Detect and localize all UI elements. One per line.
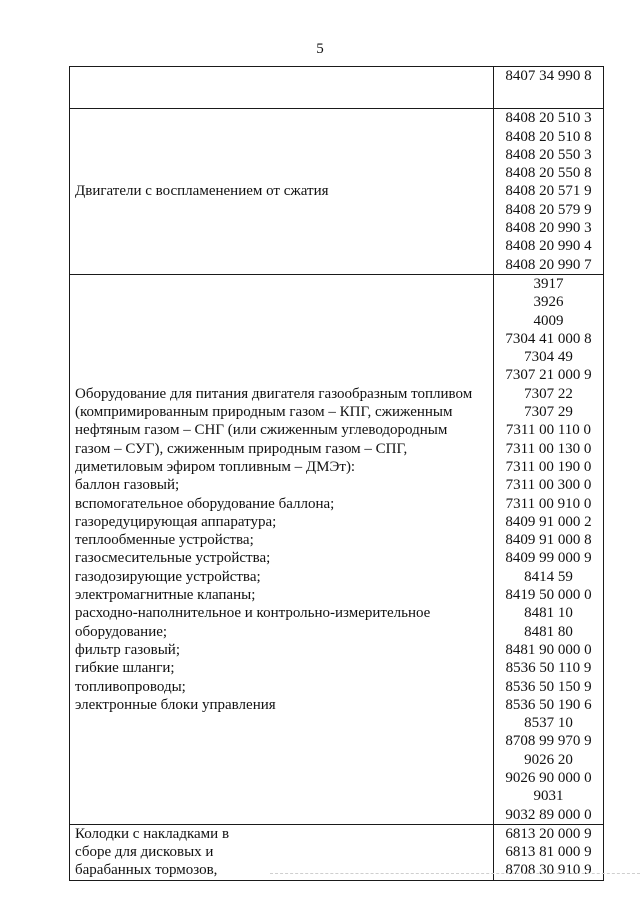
tnved-code: 8408 20 990 3 — [505, 220, 592, 237]
tnved-code: 6813 81 000 9 — [505, 844, 592, 861]
tnved-code: 6813 20 000 9 — [505, 825, 592, 842]
tnved-code: 9026 20 — [524, 751, 573, 768]
tnved-code: 8408 20 510 8 — [505, 128, 592, 145]
table-row — [70, 274, 604, 824]
page-number: 5 — [316, 41, 324, 57]
tnved-code: 3926 — [533, 294, 564, 311]
tnved-code: 4009 — [533, 312, 564, 329]
tnved-code: 8407 34 990 8 — [505, 68, 592, 84]
description-cell — [70, 274, 494, 824]
description-line: газодозирующие устройства; — [75, 568, 261, 585]
classification-table — [69, 66, 604, 881]
tnved-code: 7307 29 — [524, 404, 573, 421]
tnved-code: 8409 91 000 8 — [505, 532, 592, 549]
description-cell — [70, 109, 494, 275]
description-line: электронные блоки управления — [75, 696, 276, 713]
tnved-code: 8419 50 000 0 — [505, 587, 592, 604]
code-cell — [494, 67, 604, 109]
tnved-code: 8414 59 — [524, 568, 573, 585]
tnved-code: 7307 22 — [524, 385, 573, 402]
tnved-code: 7311 00 300 0 — [505, 477, 592, 494]
tnved-code: 8408 20 510 3 — [505, 110, 592, 127]
tnved-code: 8536 50 150 9 — [505, 678, 592, 695]
description-line: расходно-наполнительное и контрольно-измерительное — [75, 605, 431, 622]
tnved-code: 7311 00 910 0 — [505, 495, 592, 512]
tnved-code: 7311 00 190 0 — [505, 458, 592, 475]
description-line: сборе для дисковых и — [75, 844, 214, 861]
description-line: (компримированным природным газом – КПГ, сжиженным — [75, 404, 453, 421]
description-line — [75, 79, 493, 97]
tnved-code: 8481 90 000 0 — [505, 641, 592, 658]
description-line: баллон газовый; — [75, 477, 180, 494]
table-row — [70, 67, 604, 109]
description-line: электромагнитные клапаны; — [75, 587, 256, 604]
description-line: диметиловым эфиром топливным – ДМЭт): — [75, 458, 356, 475]
tnved-code: 8481 10 — [524, 605, 573, 622]
description-line: газом – СУГ), сжиженным природным газом – СПГ, — [75, 440, 408, 457]
description-line: барабанных тормозов, — [75, 862, 218, 879]
description-line: теплообменные устройства; — [75, 532, 254, 549]
tnved-code: 8409 91 000 2 — [505, 513, 592, 530]
description-line: оборудование; — [75, 623, 168, 640]
tnved-code: 8408 20 990 7 — [505, 256, 592, 273]
tnved-code: 8408 20 550 3 — [505, 146, 592, 163]
description-line: фильтр газовый; — [75, 641, 180, 658]
description-line: Колодки с накладками в — [75, 825, 230, 842]
tnved-code: 7304 41 000 8 — [505, 330, 592, 347]
table-row — [70, 824, 604, 880]
tnved-code: 9031 — [533, 788, 564, 805]
description-line: вспомогательное оборудование баллона; — [75, 495, 335, 512]
description-line: газосмесительные устройства; — [75, 550, 271, 567]
table-body — [70, 67, 604, 881]
description-line: газоредуцирующая аппаратура; — [75, 513, 277, 530]
tnved-code: 8708 99 970 9 — [505, 733, 592, 750]
tnved-code: 9026 90 000 0 — [505, 769, 592, 786]
code-cell — [494, 109, 604, 275]
tnved-code: 7307 21 000 9 — [505, 367, 592, 384]
tnved-code: 8408 20 990 4 — [505, 238, 592, 255]
tnved-code: 8536 50 190 6 — [505, 696, 592, 713]
tnved-code: 8408 20 579 9 — [505, 201, 592, 218]
tnved-code: 7304 49 — [524, 349, 573, 366]
tnved-code: 9032 89 000 0 — [505, 806, 592, 823]
table-row — [70, 109, 604, 275]
description-line: нефтяным газом – СНГ (или сжиженным углеводородным — [75, 422, 448, 439]
tnved-code: 8481 80 — [524, 623, 573, 640]
description-line: Оборудование для питания двигателя газообразным топливом — [75, 385, 473, 402]
tnved-code: 3917 — [533, 275, 564, 292]
tnved-code: 8708 30 910 9 — [505, 862, 592, 879]
description-cell — [70, 824, 494, 880]
tnved-code: 8537 10 — [524, 715, 573, 732]
tnved-code: 8408 20 550 8 — [505, 165, 592, 182]
description-cell — [70, 67, 494, 109]
tnved-code: 7311 00 110 0 — [505, 422, 592, 439]
tnved-code: 8408 20 571 9 — [505, 183, 592, 200]
description-line: Двигатели с воспламенением от сжатия — [75, 183, 329, 200]
tnved-code: 8536 50 110 9 — [505, 660, 592, 677]
scan-edge-line — [270, 873, 640, 874]
description-line: топливопроводы; — [75, 678, 186, 695]
description-line: гибкие шланги; — [75, 660, 175, 677]
code-cell — [494, 824, 604, 880]
tnved-code: 8409 99 000 9 — [505, 550, 592, 567]
tnved-code: 7311 00 130 0 — [505, 440, 592, 457]
code-cell — [494, 274, 604, 824]
